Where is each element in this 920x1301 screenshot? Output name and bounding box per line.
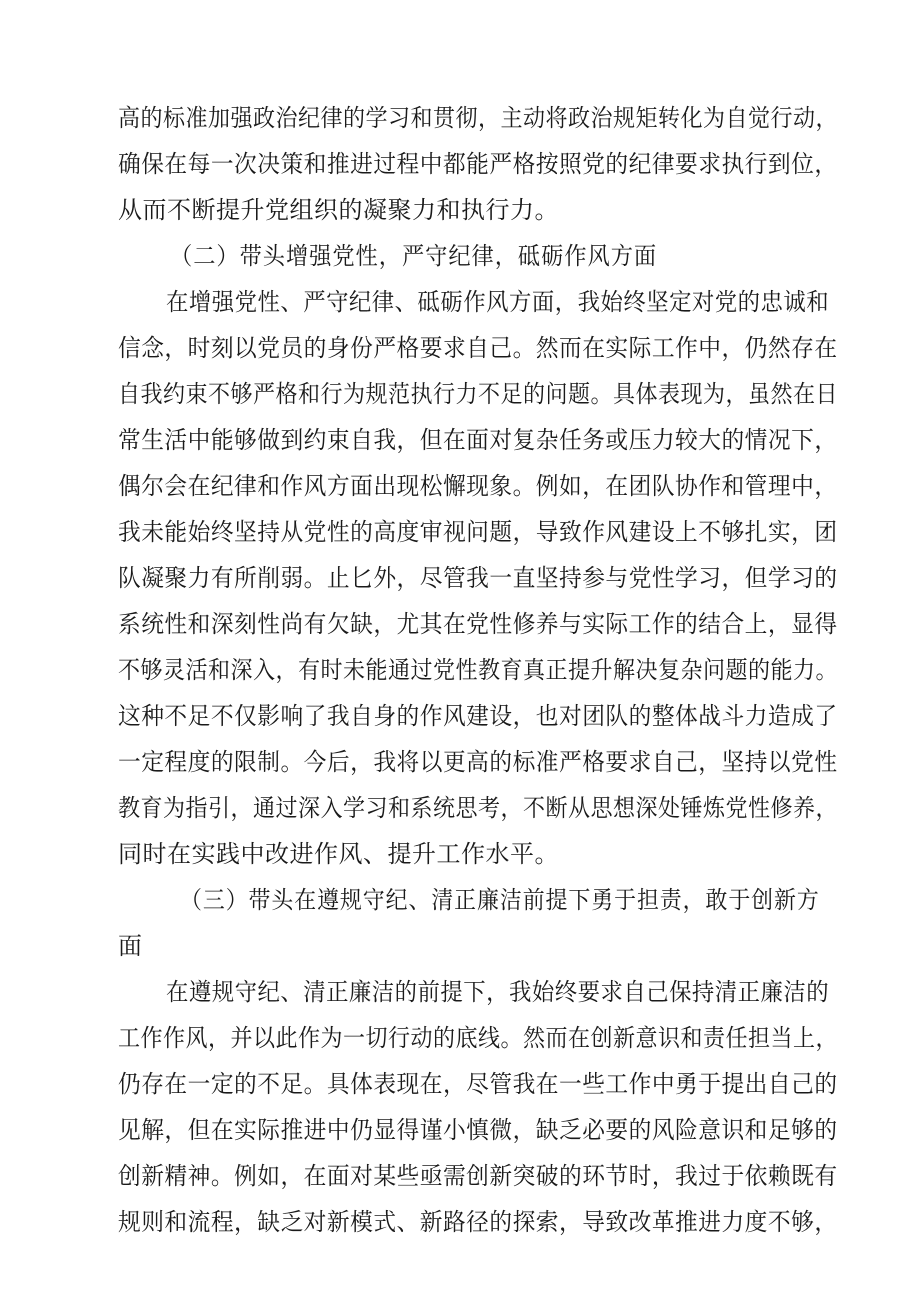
body-text-line: 系统性和深刻性尚有欠缺，尤其在党性修养与实际工作的结合上，显得 <box>118 610 838 638</box>
body-text-line: 在增强党性、严守纪律、砥砺作风方面，我始终坚定对党的忠诚和 <box>166 288 830 316</box>
body-text-line: 这种不足不仅影响了我自身的作风建设，也对团队的整体战斗力造成了 <box>118 702 838 730</box>
body-text-line: 工作作风，并以此作为一切行动的底线。然而在创新意识和责任担当上， <box>118 1024 838 1052</box>
section-heading-3: （三）带头在遵规守纪、清正廉洁前提下勇于担责，敢于创新方 <box>180 886 820 914</box>
body-text-line: 信念，时刻以党员的身份严格要求自己。然而在实际工作中，仍然存在 <box>118 334 838 362</box>
section-heading-2: （二）带头增强党性，严守纪律，砥砺作风方面 <box>170 242 658 270</box>
body-text-line: 队凝聚力有所削弱。止匕外，尽管我一直坚持参与党性学习，但学习的 <box>118 564 838 592</box>
body-text-line: 在遵规守纪、清正廉洁的前提下，我始终要求自己保持清正廉洁的 <box>166 978 830 1006</box>
body-text-line: 从而不断提升党组织的凝聚力和执行力。 <box>118 196 559 224</box>
body-text-line: 不够灵活和深入，有时未能通过党性教育真正提升解决复杂问题的能力。 <box>118 656 838 684</box>
body-text-line: 创新精神。例如，在面对某些亟需创新突破的环节时，我过于依赖既有 <box>118 1162 838 1190</box>
body-text-line: 一定程度的限制。今后，我将以更高的标准严格要求自己，坚持以党性 <box>118 748 838 776</box>
body-text-line: 确保在每一次决策和推进过程中都能严格按照党的纪律要求执行到位， <box>118 150 838 178</box>
body-text-line: 仍存在一定的不足。具体表现在，尽管我在一些工作中勇于提出自己的 <box>118 1070 838 1098</box>
body-text-line: 规则和流程，缺乏对新模式、新路径的探索，导致改革推进力度不够， <box>118 1208 838 1236</box>
body-text-line: 常生活中能够做到约束自我，但在面对复杂任务或压力较大的情况下， <box>118 426 838 454</box>
body-text-line: 见解，但在实际推进中仍显得谨小慎微，缺乏必要的风险意识和足够的 <box>118 1116 838 1144</box>
body-text-line: 高的标准加强政治纪律的学习和贯彻，主动将政治规矩转化为自觉行动， <box>118 104 838 132</box>
body-text-line: 教育为指引，通过深入学习和系统思考，不断从思想深处锤炼党性修养， <box>118 794 838 822</box>
body-text-line: 自我约束不够严格和行为规范执行力不足的问题。具体表现为，虽然在日 <box>118 380 838 408</box>
body-text-line: 偶尔会在纪律和作风方面出现松懈现象。例如，在团队协作和管理中， <box>118 472 838 500</box>
section-heading-3-continued: 面 <box>118 932 143 960</box>
body-text-line: 同时在实践中改进作风、提升工作水平。 <box>118 840 559 868</box>
body-text-line: 我未能始终坚持从党性的高度审视问题，导致作风建设上不够扎实，团 <box>118 518 838 546</box>
